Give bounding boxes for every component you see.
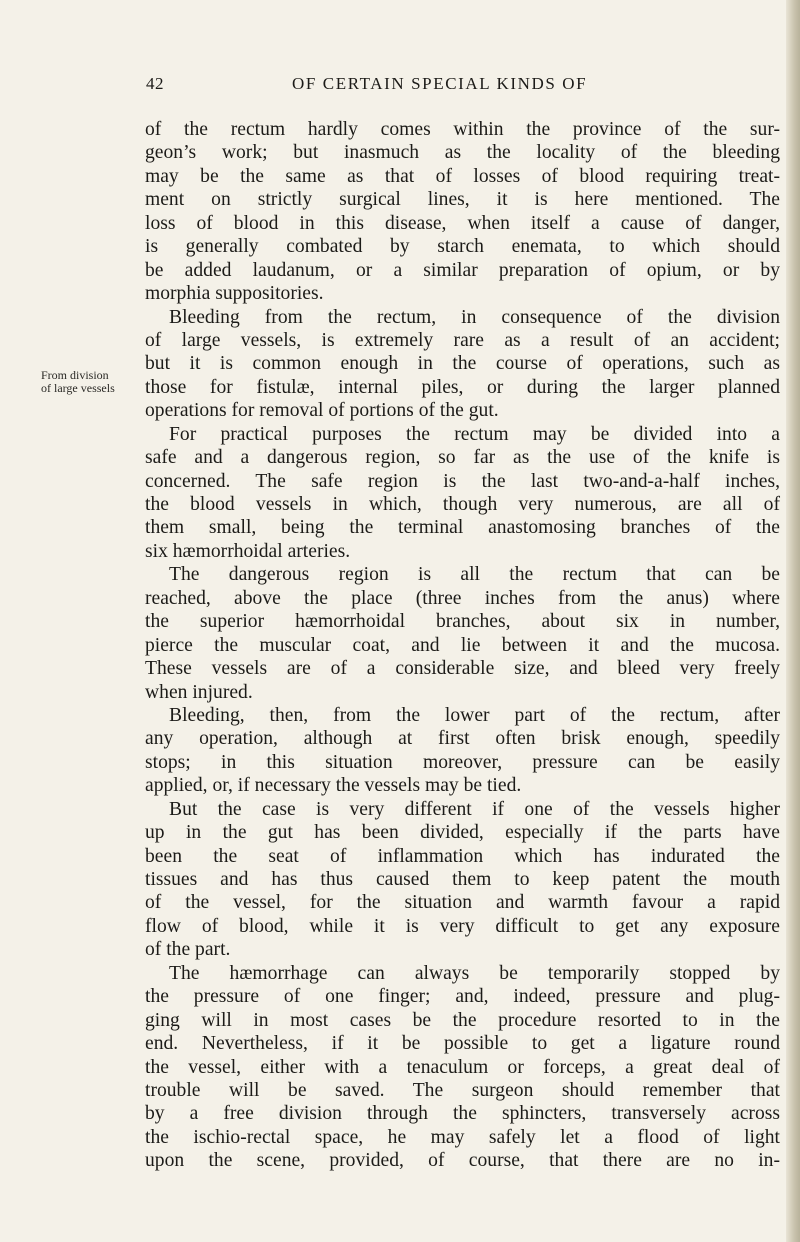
text-line: But the case is very different if one of the vessels higher [169, 798, 780, 820]
text-line: concerned. The safe region is the last two-and-a-half inches, [145, 470, 780, 492]
text-line: the ischio-rectal space, he may safely let a flood of light [145, 1126, 780, 1148]
text-line: loss of blood in this disease, when itself a cause of danger, [145, 212, 780, 234]
text-line: of the rectum hardly comes within the province of the sur- [145, 119, 780, 140]
text-line: the vessel, either with a tenaculum or forceps, a great deal of [145, 1056, 780, 1078]
text-line: upon the scene, provided, of course, that there are no in- [145, 1150, 780, 1172]
text-line: by a free division through the sphincters, transversely across [145, 1103, 780, 1125]
text-line: safe and a dangerous region, so far as the use of the knife is [145, 447, 780, 469]
text-line: of large vessels, is extremely rare as a result of an accident; [145, 329, 780, 351]
text-line: end. Nevertheless, if it be possible to get a ligature round [145, 1033, 780, 1055]
text-line: operations for removal of portions of the gut. [145, 400, 499, 422]
text-line: flow of blood, while it is very difficult to get any exposure [145, 915, 780, 937]
text-line: applied, or, if necessary the vessels may be tied. [145, 775, 522, 797]
page-edge [786, 0, 800, 1242]
text-line: up in the gut has been divided, especially if the parts have [145, 822, 780, 844]
text-line: The dangerous region is all the rectum that can be [169, 564, 780, 586]
text-line: any operation, although at first often brisk enough, speedily [145, 728, 780, 750]
text-line: The hæmorrhage can always be temporarily stopped by [169, 962, 780, 984]
text-line: may be the same as that of losses of blood requiring treat- [145, 165, 780, 187]
margin-note [41, 369, 141, 395]
text-line: These vessels are of a considerable size, and bleed very freely [145, 658, 780, 680]
text-line: be added laudanum, or a similar preparation of opium, or by [145, 259, 780, 281]
text-line: of the part. [145, 939, 231, 961]
text-line: morphia suppositories. [145, 283, 324, 305]
text-line: but it is common enough in the course of operations, such as [145, 353, 780, 375]
text-line: those for fistulæ, internal piles, or during the larger planned [145, 376, 780, 398]
page-header [0, 74, 800, 98]
text-line: them small, being the terminal anastomosing branches of the [145, 517, 780, 539]
margin-note-line: of large vessels [41, 381, 115, 395]
text-line: trouble will be saved. The surgeon should remember that [145, 1079, 780, 1101]
text-line: tissues and has thus caused them to keep patent the mouth [145, 869, 780, 890]
text-line: when injured. [145, 681, 253, 703]
text-line: been the seat of inflammation which has indurated the [145, 845, 780, 867]
text-line: the pressure of one finger; and, indeed, pressure and plug- [145, 986, 780, 1008]
text-line: Bleeding from the rectum, in consequence of the division [169, 306, 780, 328]
body-text [145, 118, 780, 1173]
text-line: is generally combated by starch enemata, to which should [145, 236, 780, 258]
text-line: the superior hæmorrhoidal branches, about six in number, [145, 611, 780, 633]
text-line: For practical purposes the rectum may be divided into a [169, 423, 780, 445]
running-head: OF CERTAIN SPECIAL KINDS OF [292, 74, 588, 93]
text-line: of the vessel, for the situation and warmth favour a rapid [145, 892, 780, 914]
page-number: 42 [146, 74, 164, 93]
text-line: reached, above the place (three inches from the anus) where [145, 587, 780, 609]
text-line: pierce the muscular coat, and lie between it and the mucosa. [145, 634, 780, 656]
text-line: Bleeding, then, from the lower part of the rectum, after [169, 704, 780, 726]
text-line: geon’s work; but inasmuch as the locality of the bleeding [145, 142, 780, 164]
text-line: ging will in most cases be the procedure resorted to in the [145, 1009, 780, 1031]
text-line: six hæmorrhoidal arteries. [145, 540, 351, 562]
margin-note-line: From division [41, 368, 109, 382]
text-line: stops; in this situation moreover, pressure can be easily [145, 751, 780, 773]
text-line: ment on strictly surgical lines, it is here mentioned. The [145, 189, 780, 211]
text-line: the blood vessels in which, though very numerous, are all of [145, 494, 780, 515]
